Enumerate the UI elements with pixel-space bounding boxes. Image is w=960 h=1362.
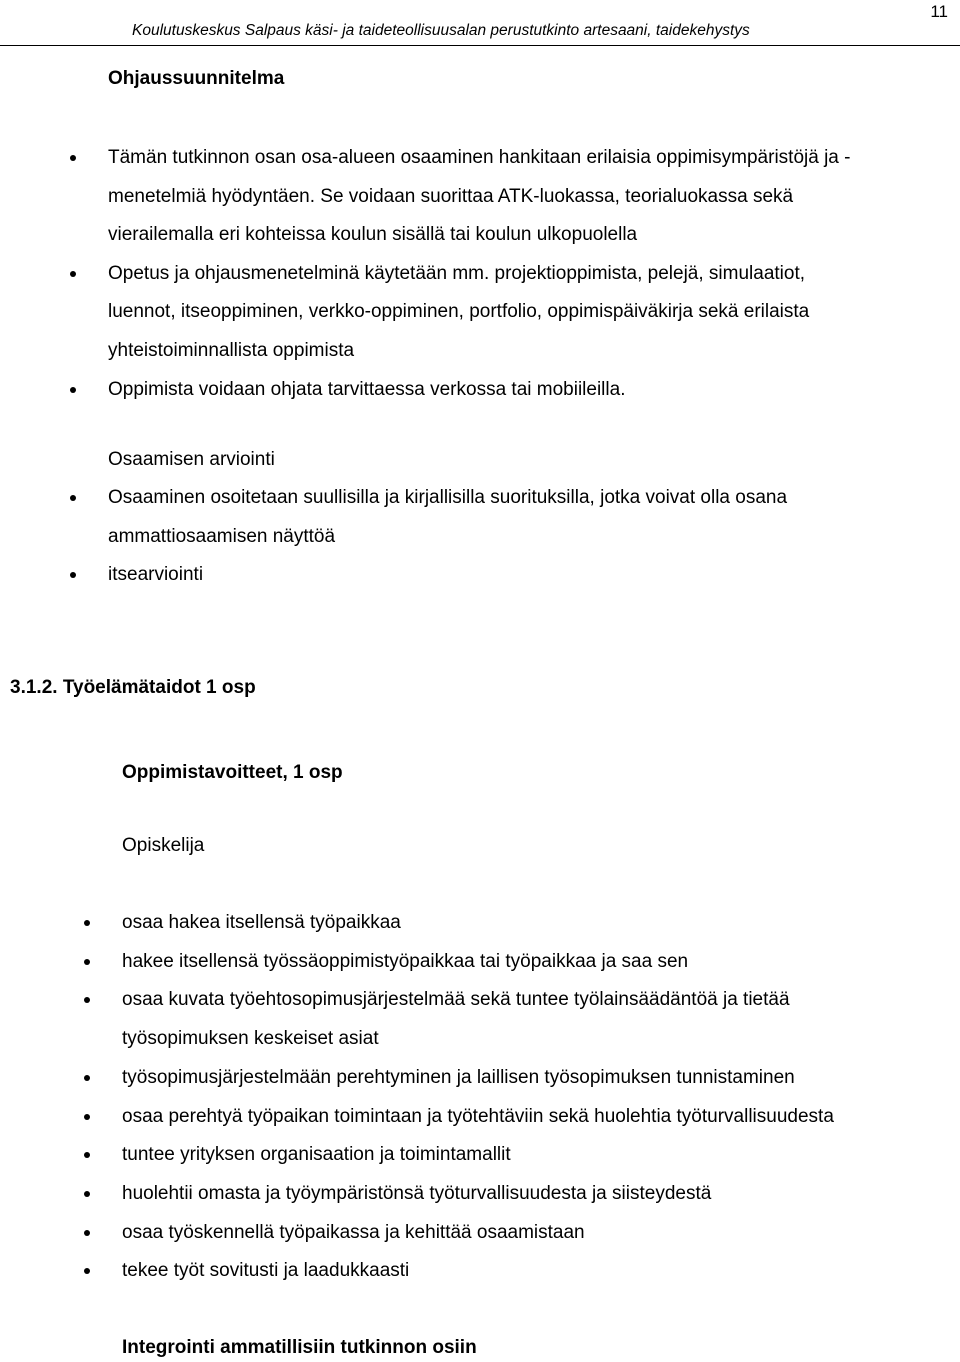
ohjaussuunnitelma-heading: Ohjaussuunnitelma xyxy=(108,68,285,89)
ohjaus-list-line xyxy=(108,139,850,178)
oppimistavoite-line xyxy=(122,943,834,982)
bullet-icon xyxy=(84,1114,90,1120)
arviointi-list-line xyxy=(108,556,787,595)
section-heading: 3.1.2. Työelämätaidot 1 osp xyxy=(10,677,256,698)
oppimistavoite-line xyxy=(122,1059,834,1098)
oppimistavoite-line-text: työsopimuksen keskeiset asiat xyxy=(122,1028,379,1050)
arviointi-list-line-text: Osaaminen osoitetaan suullisilla ja kirjallisilla suorituksilla, jotka voivat olla osana xyxy=(108,487,788,508)
oppimistavoite-line-text: tuntee yrityksen organisaation ja toimintamallit xyxy=(122,1144,511,1166)
arviointi-list-line xyxy=(108,518,787,557)
ohjaus-list-line-text: menetelmiä hyödyntäen. Se voidaan suorittaa ATK-luokassa, teorialuokassa sekä xyxy=(108,185,794,207)
oppimistavoitteet-heading: Oppimistavoitteet, 1 osp xyxy=(122,762,343,783)
bullet-icon xyxy=(84,1152,90,1158)
ohjaus-list-line xyxy=(108,293,850,332)
ohjaus-list-line-text: Opetus ja ohjausmenetelminä käytetään mm. projektioppimista, pelejä, simulaatiot, xyxy=(108,262,806,284)
ohjaus-list-line xyxy=(108,216,850,255)
oppimistavoite-line-text: työsopimusjärjestelmään perehtyminen ja laillisen työsopimuksen tunnistaminen xyxy=(122,1066,795,1088)
bullet-icon xyxy=(84,1268,90,1274)
ohjaus-list-line-text: vierailemalla eri kohteissa koulun sisällä tai koulun ulkopuolella xyxy=(108,224,638,246)
arviointi-list-line-text: itsearviointi xyxy=(108,564,204,586)
oppimistavoite-line xyxy=(122,1136,834,1175)
oppimistavoite-line-text: huolehtii omasta ja työympäristönsä työturvallisuudesta ja siisteydestä xyxy=(122,1182,712,1204)
ohjaus-list-line-text: Tämän tutkinnon osan osa-alueen osaaminen hankitaan erilaisia oppimisympäristöjä ja - xyxy=(108,147,851,168)
oppimistavoite-line xyxy=(122,1214,834,1253)
oppimistavoite-line-text: osaa kuvata työehtosopimusjärjestelmää sekä tuntee työlainsäädäntöä ja tietää xyxy=(122,989,790,1011)
oppimistavoite-line xyxy=(122,1252,834,1291)
arviointi-list-line xyxy=(108,479,787,518)
ohjaus-list-line xyxy=(108,178,850,217)
oppimistavoite-line xyxy=(122,1175,834,1214)
oppimistavoite-line xyxy=(122,904,834,943)
arviointi-list-line-text: ammattiosaamisen näyttöä xyxy=(108,525,336,547)
bullet-icon xyxy=(70,495,76,501)
header-divider xyxy=(0,45,960,46)
bullet-icon xyxy=(84,1230,90,1236)
bullet-icon xyxy=(84,997,90,1003)
ohjaus-list xyxy=(108,139,850,409)
bullet-icon xyxy=(70,155,76,161)
opiskelija-label: Opiskelija xyxy=(122,835,205,856)
oppimistavoite-line-text: osaa perehtyä työpaikan toimintaan ja työtehtäviin sekä huolehtia työturvallisuudesta xyxy=(122,1105,834,1127)
ohjaus-list-line xyxy=(108,371,850,410)
bullet-icon xyxy=(70,271,76,277)
oppimistavoite-line xyxy=(122,981,834,1020)
bullet-icon xyxy=(70,387,76,393)
oppimistavoite-line-text: tekee työt sovitusti ja laadukkaasti xyxy=(122,1260,410,1282)
oppimistavoite-line-text: osaa työskennellä työpaikassa ja kehittää osaamistaan xyxy=(122,1221,585,1243)
bullet-icon xyxy=(84,1075,90,1081)
oppimistavoite-line-text: hakee itsellensä työssäoppimistyöpaikkaa tai työpaikkaa ja saa sen xyxy=(122,950,689,972)
ohjaus-list-line xyxy=(108,332,850,371)
bullet-icon xyxy=(84,959,90,965)
oppimistavoite-line xyxy=(122,1020,834,1059)
ohjaus-list-line-text: yhteistoiminnallista oppimista xyxy=(108,339,355,361)
bullet-icon xyxy=(84,920,90,926)
oppimistavoite-line-text: osaa hakea itsellensä työpaikkaa xyxy=(122,912,401,933)
integrointi-heading: Integrointi ammatillisiin tutkinnon osiin xyxy=(122,1337,477,1358)
ohjaus-list-line-text: Oppimista voidaan ohjata tarvittaessa verkossa tai mobiileilla. xyxy=(108,378,626,400)
ohjaus-list-line xyxy=(108,255,850,294)
document-header: Koulutuskeskus Salpaus käsi- ja taideteollisuusalan perustutkinto artesaani, taidekehystys xyxy=(132,22,750,39)
ohjaus-list-line-text: luennot, itseoppiminen, verkko-oppiminen, portfolio, oppimispäiväkirja sekä erilaista xyxy=(108,301,810,323)
oppimistavoitteet-list xyxy=(122,904,834,1291)
page-number: 11 xyxy=(930,2,948,21)
bullet-icon xyxy=(70,572,76,578)
arviointi-list xyxy=(108,479,787,595)
arviointi-heading xyxy=(108,449,275,471)
oppimistavoite-line xyxy=(122,1098,834,1137)
bullet-icon xyxy=(84,1191,90,1197)
arviointi-heading-text: Osaamisen arviointi xyxy=(108,449,275,470)
